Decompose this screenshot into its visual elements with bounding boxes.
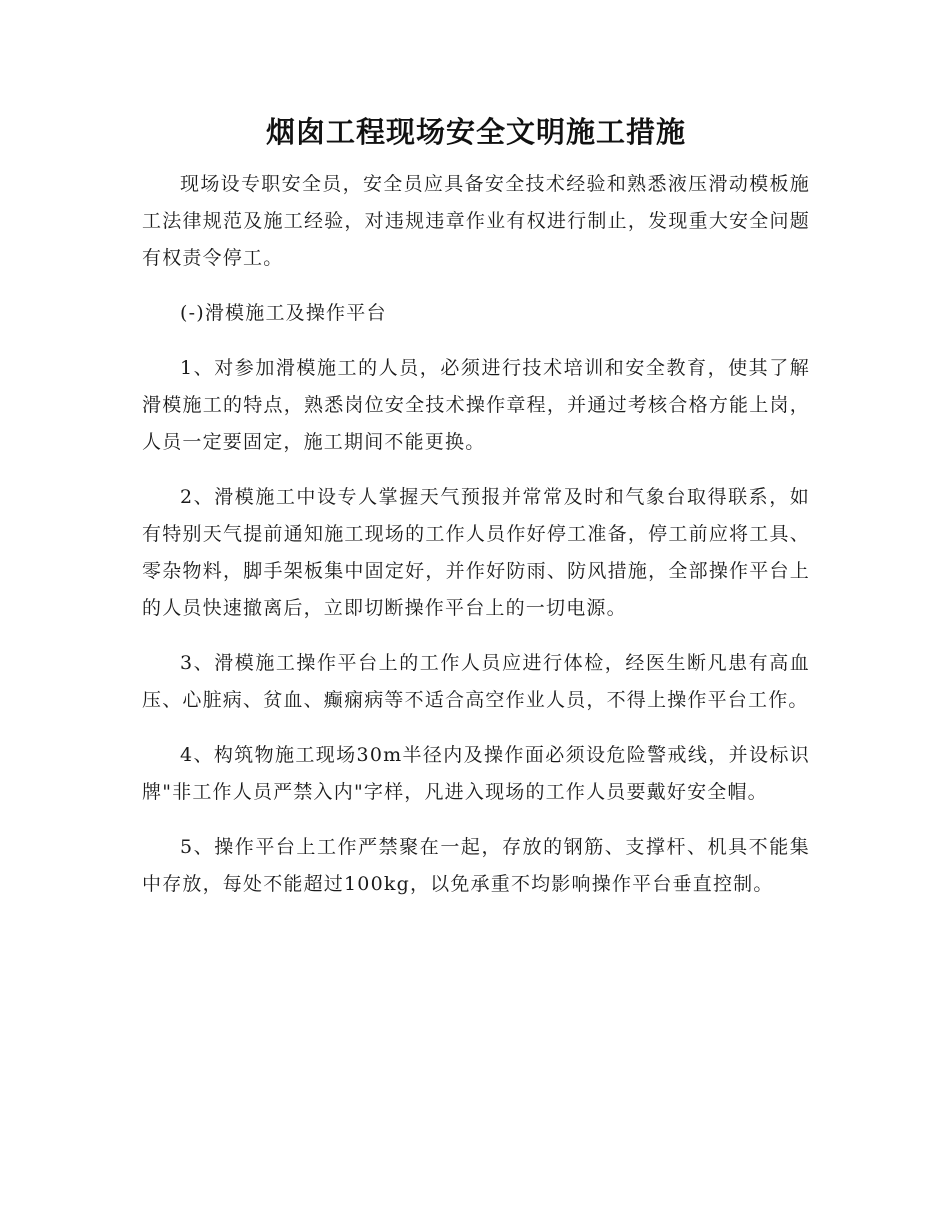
intro-paragraph: 现场设专职安全员，安全员应具备安全技术经验和熟悉液压滑动模板施工法律规范及施工经验，对违规违章作业有权进行制止，发现重大安全问题有权责令停工。 xyxy=(142,173,810,269)
measure-item-5: 5、操作平台上工作严禁聚在一起，存放的钢筋、支撑杆、机具不能集中存放，每处不能超过100kg，以免承重不均影响操作平台垂直控制。 xyxy=(142,836,810,895)
document-body xyxy=(142,110,810,921)
document-title: 烟囱工程现场安全文明施工措施 xyxy=(265,115,686,149)
measure-item-3: 3、滑模施工操作平台上的工作人员应进行体检，经医生断凡患有高血压、心脏病、贫血、癫痫病等不适合高空作业人员，不得上操作平台工作。 xyxy=(142,652,810,711)
section-heading: (-)滑模施工及操作平台 xyxy=(180,302,387,324)
measure-item-1: 1、对参加滑模施工的人员，必须进行技术培训和安全教育，使其了解滑模施工的特点，熟悉岗位安全技术操作章程，并通过考核合格方能上岗，人员一定要固定，施工期间不能更换。 xyxy=(142,357,810,453)
measure-item-2: 2、滑模施工中设专人掌握天气预报并常常及时和气象台取得联系，如有特别天气提前通知施工现场的工作人员作好停工准备，停工前应将工具、零杂物料，脚手架板集中固定好，并作好防雨、防风措施，全部操作平台上的人员快速撤离后，立即切断操作平台上的一切电源。 xyxy=(142,486,810,619)
measure-item-4: 4、构筑物施工现场30m半径内及操作面必须设危险警戒线，并设标识牌"非工作人员严禁入内"字样，凡进入现场的工作人员要戴好安全帽。 xyxy=(142,744,810,803)
